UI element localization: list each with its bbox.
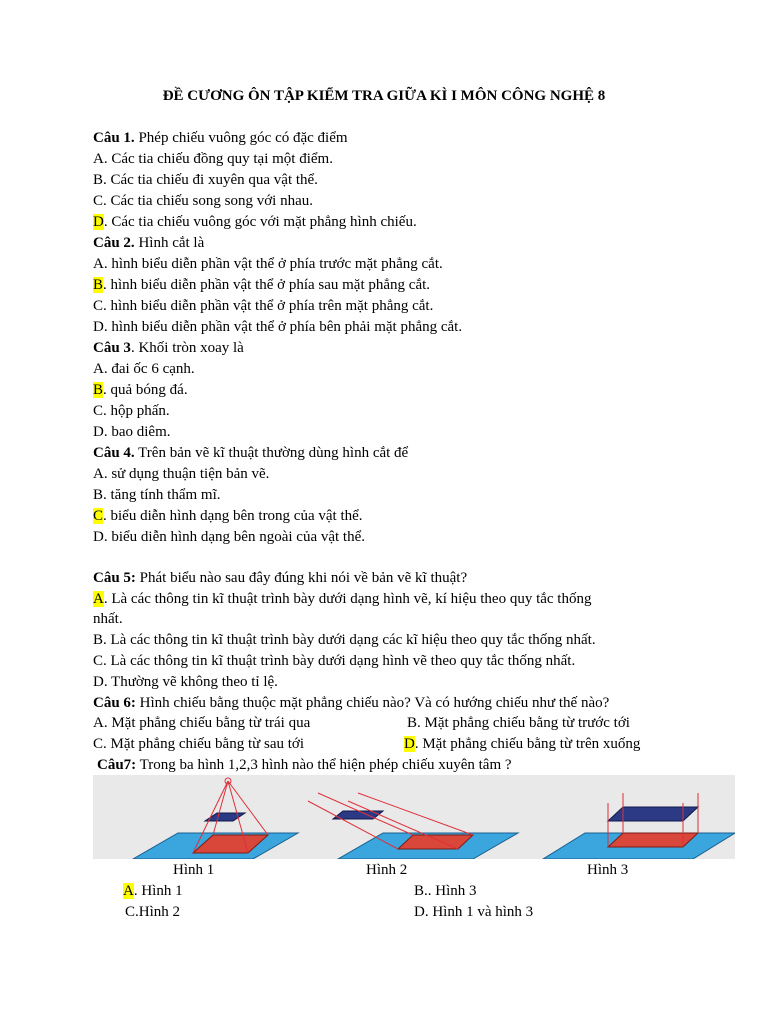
correct-answer-marker: B (93, 382, 104, 398)
question-label: Câu 2. (93, 235, 135, 251)
question-text: Trên bản vẽ kĩ thuật thường dùng hình cắt để (134, 445, 409, 461)
answer-5a-continued: nhất. (93, 611, 123, 627)
answer-3b (93, 380, 188, 400)
answer-6d (404, 734, 640, 754)
answer-1c: C. Các tia chiếu song song với nhau. (93, 193, 313, 209)
answer-5c: C. Là các thông tin kĩ thuật trình bày dưới dạng hình vẽ theo quy tắc thống nhất. (93, 653, 576, 669)
question-text: Phát biểu nào sau đây đúng khi nói về bản vẽ kĩ thuật? (135, 570, 468, 586)
answer-7d: D. Hình 1 và hình 3 (414, 904, 534, 920)
correct-answer-marker: C (93, 508, 104, 524)
answer-2b (93, 275, 430, 295)
question-label: Câu 3 (93, 340, 131, 356)
correct-answer-marker: A (93, 591, 104, 607)
answer-text: . Mặt phẳng chiếu bằng từ trên xuống (414, 736, 641, 752)
projection-figures-image (93, 775, 735, 859)
answer-1a: A. Các tia chiếu đồng quy tại một điểm. (93, 151, 333, 167)
answer-6b: B. Mặt phẳng chiếu bằng từ trước tới (407, 715, 630, 731)
answer-1d (93, 212, 417, 232)
answer-4a: A. sử dụng thuận tiện bản vẽ. (93, 466, 270, 482)
answer-5d: D. Thường vẽ không theo tỉ lệ. (93, 674, 278, 690)
figure-2-parallel-projection (308, 793, 518, 859)
answer-4b: B. tăng tính thẩm mĩ. (93, 487, 221, 503)
answer-text: . quả bóng đá. (103, 382, 188, 398)
answer-text: . Là các thông tin kĩ thuật trình bày dưới dạng hình vẽ, kí hiệu theo quy tắc thống (103, 591, 592, 607)
question-5 (93, 568, 467, 588)
answer-4c (93, 506, 363, 526)
answer-6a: A. Mặt phẳng chiếu bằng từ trái qua (93, 715, 311, 731)
question-1 (93, 128, 348, 148)
correct-answer-marker: B (93, 277, 104, 293)
answer-1b: B. Các tia chiếu đi xuyên qua vật thể. (93, 172, 318, 188)
answer-2c: C. hình biểu diễn phần vật thể ở phía trên mặt phẳng cắt. (93, 298, 434, 314)
figure-3-orthogonal-projection (543, 793, 735, 859)
answer-2d: D. hình biểu diễn phần vật thể ở phía bên phải mặt phẳng cắt. (93, 319, 463, 335)
answer-5b: B. Là các thông tin kĩ thuật trình bày dưới dạng các kĩ hiệu theo quy tắc thống nhất. (93, 632, 596, 648)
question-2 (93, 233, 204, 253)
figure-label-3: Hình 3 (587, 862, 629, 878)
question-label: Câu 1. (93, 130, 135, 146)
answer-3a: A. đai ốc 6 cạnh. (93, 361, 195, 377)
question-text: Hình chiếu bằng thuộc mặt phẳng chiếu nào? Và có hướng chiếu như thế nào? (135, 695, 610, 711)
question-text: . Khối tròn xoay là (130, 340, 244, 356)
correct-answer-marker: D (404, 736, 415, 752)
answer-3d: D. bao diêm. (93, 424, 171, 440)
answer-5a (93, 589, 591, 609)
question-text: Trong ba hình 1,2,3 hình nào thể hiện phép chiếu xuyên tâm ? (136, 757, 512, 773)
answer-text: . Hình 1 (133, 883, 183, 899)
question-6 (93, 693, 609, 713)
projection-figures (93, 775, 735, 859)
answer-7a (123, 881, 183, 901)
answer-4d: D. biểu diễn hình dạng bên ngoài của vật thể. (93, 529, 366, 545)
question-label: Câu7: (97, 757, 137, 773)
answer-text: . hình biểu diễn phần vật thể ở phía sau mặt phẳng cắt. (103, 277, 431, 293)
document-title: ĐỀ CƯƠNG ÔN TẬP KIỂM TRA GIỮA KÌ I MÔN CÔNG NGHỆ 8 (162, 88, 606, 104)
question-4 (93, 443, 408, 463)
answer-7b: B.. Hình 3 (414, 883, 477, 899)
answer-3c: C. hộp phấn. (93, 403, 170, 419)
answer-7c: C.Hình 2 (125, 904, 181, 920)
correct-answer-marker: D (93, 214, 104, 230)
question-label: Câu 5: (93, 570, 136, 586)
question-7 (97, 755, 512, 775)
question-text: Hình cắt là (134, 235, 205, 251)
answer-text: . Các tia chiếu vuông góc với mặt phẳng hình chiếu. (103, 214, 417, 230)
question-text: Phép chiếu vuông góc có đặc điểm (134, 130, 348, 146)
figure-1-central-projection (133, 778, 298, 859)
answer-6c: C. Mặt phẳng chiếu bằng từ sau tới (93, 736, 305, 752)
answer-2a: A. hình biểu diễn phần vật thể ở phía trước mặt phẳng cắt. (93, 256, 443, 272)
figure-label-2: Hình 2 (366, 862, 408, 878)
question-label: Câu 6: (93, 695, 136, 711)
question-3 (93, 338, 244, 358)
answer-text: . biểu diễn hình dạng bên trong của vật thể. (103, 508, 363, 524)
correct-answer-marker: A (123, 883, 134, 899)
question-label: Câu 4. (93, 445, 135, 461)
figure-label-1: Hình 1 (173, 862, 215, 878)
